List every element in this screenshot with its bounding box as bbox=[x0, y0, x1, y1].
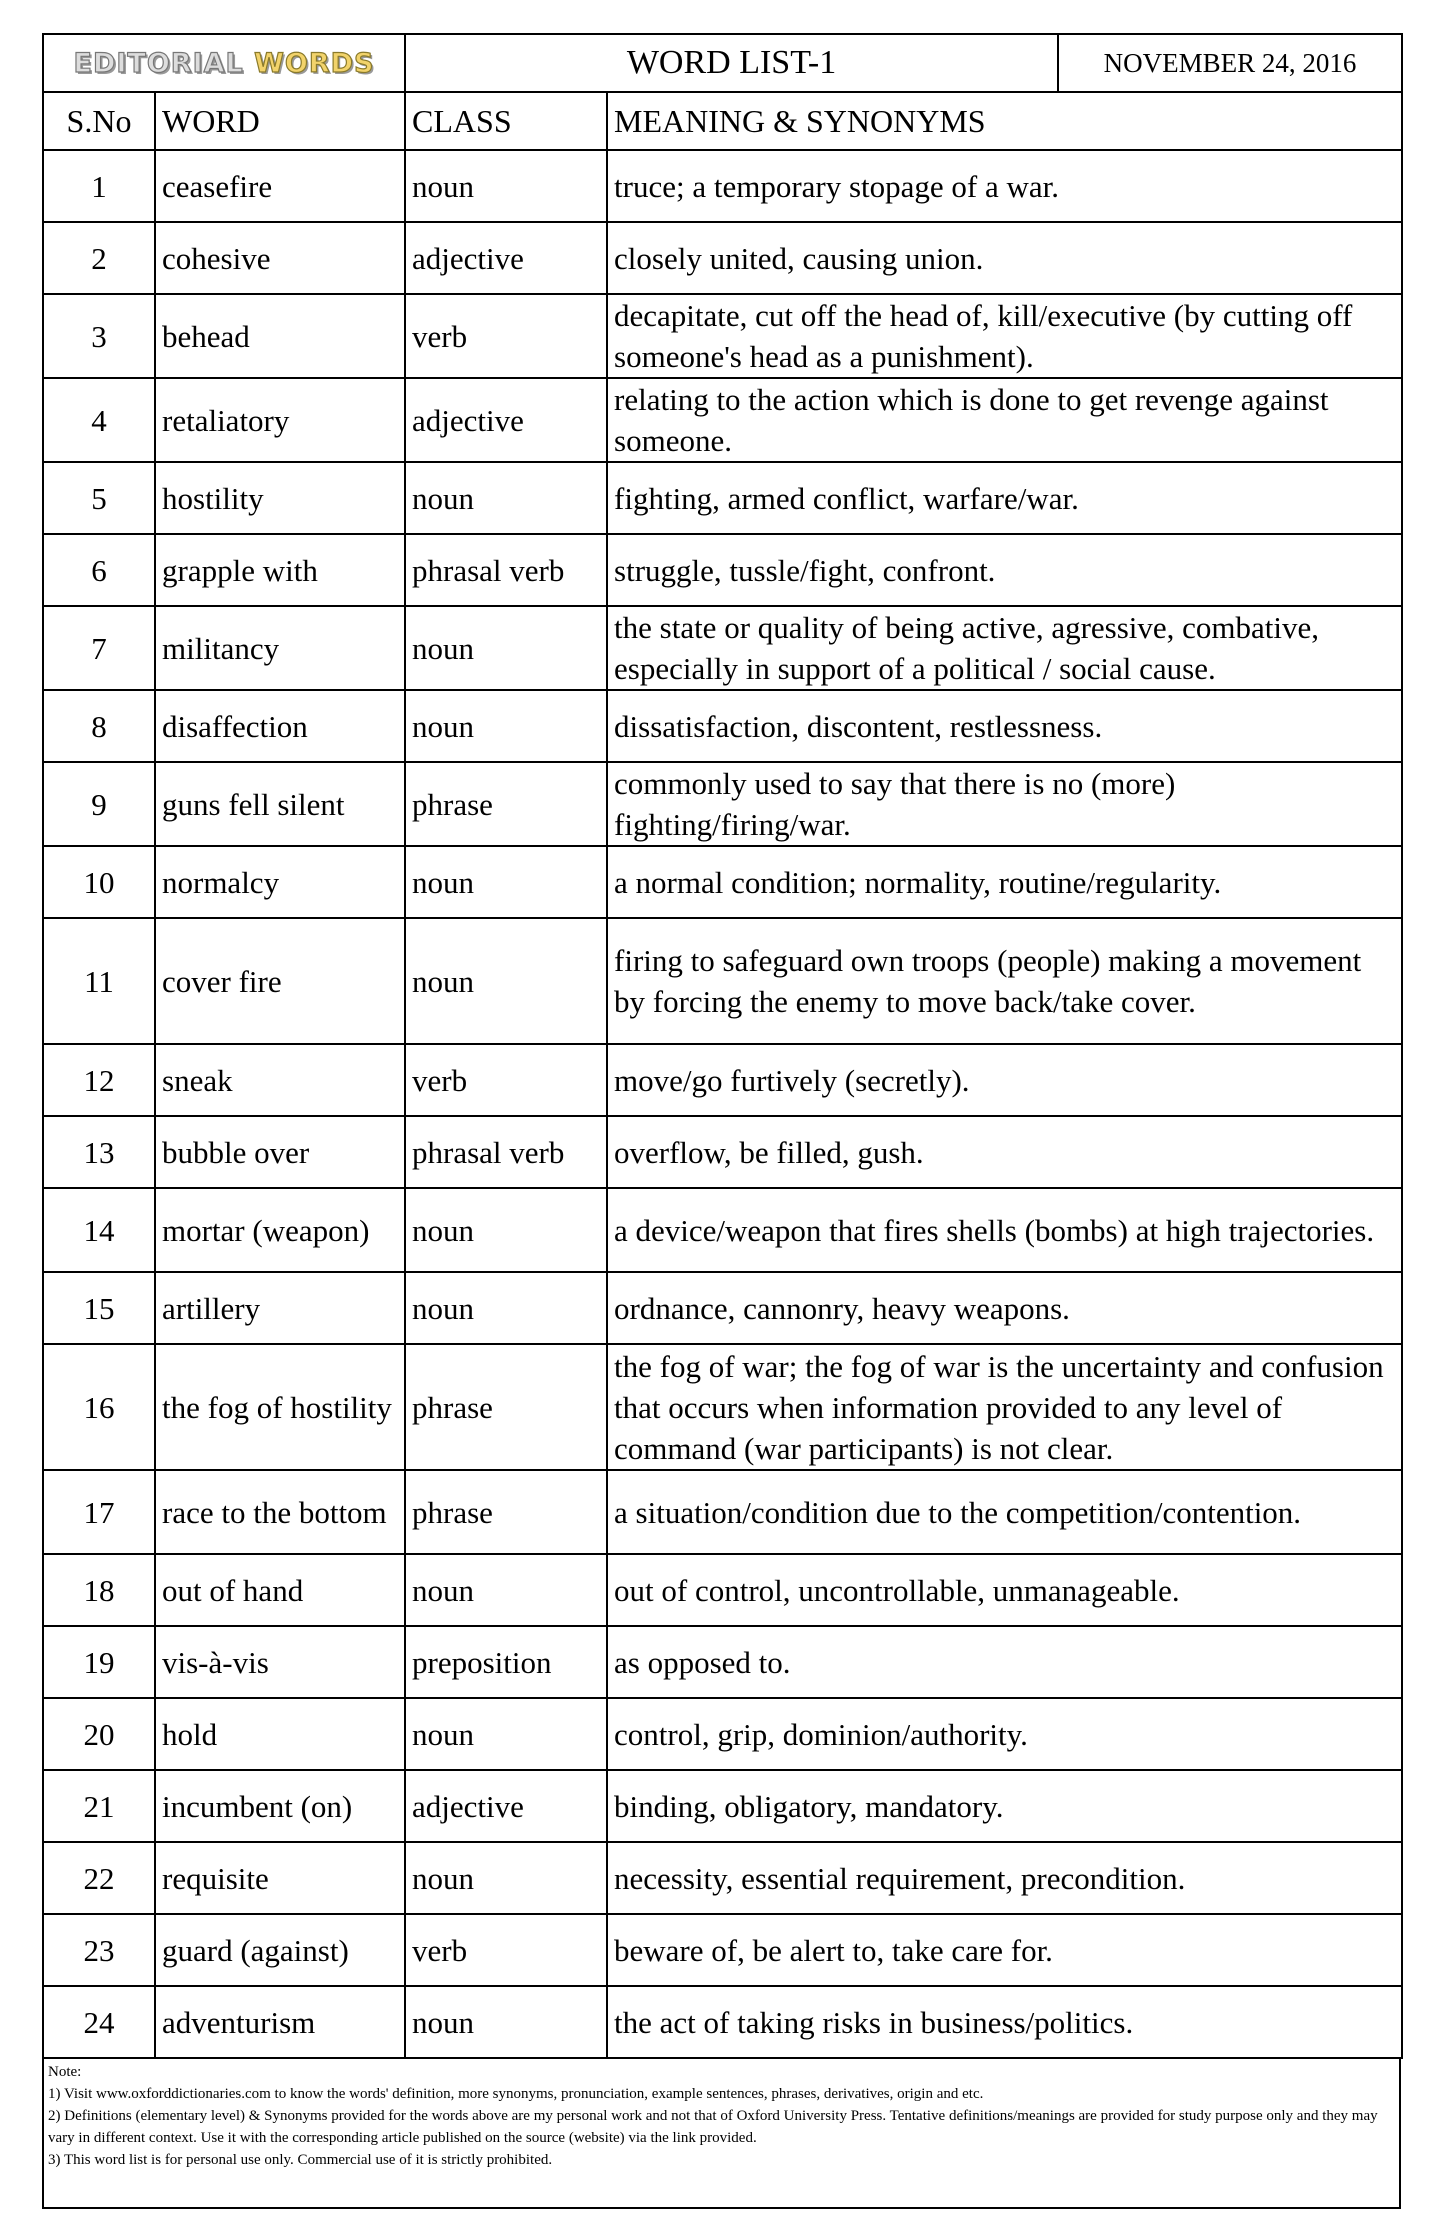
row-word: out of hand bbox=[155, 1554, 405, 1626]
row-sno: 5 bbox=[43, 462, 155, 534]
table-row bbox=[43, 690, 1402, 762]
row-class: noun bbox=[405, 1272, 607, 1344]
table-row bbox=[43, 762, 1402, 846]
row-sno: 21 bbox=[43, 1770, 155, 1842]
row-meaning: beware of, be alert to, take care for. bbox=[607, 1914, 1402, 1986]
table-row bbox=[43, 918, 1402, 1044]
row-meaning: the act of taking risks in business/politics. bbox=[607, 1986, 1402, 2058]
row-sno: 23 bbox=[43, 1914, 155, 1986]
row-word: sneak bbox=[155, 1044, 405, 1116]
logo-part-words: WORDS bbox=[254, 47, 375, 79]
logo-part-editorial: EDITORIAL bbox=[73, 47, 244, 79]
table-row bbox=[43, 1626, 1402, 1698]
row-class: preposition bbox=[405, 1626, 607, 1698]
row-sno: 4 bbox=[43, 378, 155, 462]
row-sno: 1 bbox=[43, 150, 155, 222]
row-meaning: firing to safeguard own troops (people) making a movement by forcing the enemy to move back/take cover. bbox=[607, 918, 1402, 1044]
row-meaning: a situation/condition due to the competition/contention. bbox=[607, 1470, 1402, 1554]
row-class: adjective bbox=[405, 222, 607, 294]
row-class: noun bbox=[405, 1698, 607, 1770]
row-sno: 3 bbox=[43, 294, 155, 378]
word-rows bbox=[43, 150, 1402, 2058]
row-class: phrasal verb bbox=[405, 1116, 607, 1188]
row-word: normalcy bbox=[155, 846, 405, 918]
row-sno: 16 bbox=[43, 1344, 155, 1470]
row-meaning: relating to the action which is done to get revenge against someone. bbox=[607, 378, 1402, 462]
row-sno: 6 bbox=[43, 534, 155, 606]
table-row bbox=[43, 606, 1402, 690]
row-class: phrasal verb bbox=[405, 534, 607, 606]
row-class: phrase bbox=[405, 1470, 607, 1554]
row-meaning: as opposed to. bbox=[607, 1626, 1402, 1698]
table-row bbox=[43, 1914, 1402, 1986]
word-list-table bbox=[42, 33, 1403, 2059]
row-sno: 2 bbox=[43, 222, 155, 294]
row-sno: 18 bbox=[43, 1554, 155, 1626]
row-meaning: closely united, causing union. bbox=[607, 222, 1402, 294]
row-word: hold bbox=[155, 1698, 405, 1770]
row-word: militancy bbox=[155, 606, 405, 690]
row-sno: 20 bbox=[43, 1698, 155, 1770]
col-header-meaning: MEANING & SYNONYMS bbox=[607, 92, 1402, 150]
notes-section bbox=[42, 2059, 1401, 2209]
table-row bbox=[43, 1554, 1402, 1626]
row-class: noun bbox=[405, 690, 607, 762]
row-sno: 17 bbox=[43, 1470, 155, 1554]
table-row bbox=[43, 462, 1402, 534]
row-class: noun bbox=[405, 606, 607, 690]
row-word: cohesive bbox=[155, 222, 405, 294]
table-row bbox=[43, 1698, 1402, 1770]
header-row bbox=[43, 34, 1402, 92]
row-sno: 14 bbox=[43, 1188, 155, 1272]
row-meaning: control, grip, dominion/authority. bbox=[607, 1698, 1402, 1770]
row-sno: 19 bbox=[43, 1626, 155, 1698]
table-row bbox=[43, 1770, 1402, 1842]
row-class: phrase bbox=[405, 1344, 607, 1470]
note-item: 2) Definitions (elementary level) & Synonyms provided for the words above are my personal work and not that of Oxford University Press. Tentative definitions/meanings are provided for study purpose only and they may vary in different context. Use it with the corresponding article published on the source (website) via the link provided. bbox=[48, 2108, 1378, 2146]
row-meaning: ordnance, cannonry, heavy weapons. bbox=[607, 1272, 1402, 1344]
row-word: bubble over bbox=[155, 1116, 405, 1188]
table-row bbox=[43, 1272, 1402, 1344]
row-word: hostility bbox=[155, 462, 405, 534]
table-row bbox=[43, 294, 1402, 378]
row-word: behead bbox=[155, 294, 405, 378]
table-row bbox=[43, 222, 1402, 294]
table-row bbox=[43, 1986, 1402, 2058]
list-title: WORD LIST-1 bbox=[405, 34, 1058, 92]
note-item: 1) Visit www.oxforddictionaries.com to know the words' definition, more synonyms, pronunciation, example sentences, phrases, derivatives, origin and etc. bbox=[48, 2086, 984, 2102]
row-word: race to the bottom bbox=[155, 1470, 405, 1554]
row-sno: 8 bbox=[43, 690, 155, 762]
column-header-row bbox=[43, 92, 1402, 150]
row-sno: 15 bbox=[43, 1272, 155, 1344]
row-sno: 12 bbox=[43, 1044, 155, 1116]
row-word: cover fire bbox=[155, 918, 405, 1044]
row-meaning: dissatisfaction, discontent, restlessness. bbox=[607, 690, 1402, 762]
row-word: retaliatory bbox=[155, 378, 405, 462]
row-word: guard (against) bbox=[155, 1914, 405, 1986]
row-word: artillery bbox=[155, 1272, 405, 1344]
row-class: verb bbox=[405, 1044, 607, 1116]
row-class: noun bbox=[405, 150, 607, 222]
table-row bbox=[43, 1116, 1402, 1188]
row-class: phrase bbox=[405, 762, 607, 846]
row-class: noun bbox=[405, 1554, 607, 1626]
row-class: noun bbox=[405, 846, 607, 918]
row-word: requisite bbox=[155, 1842, 405, 1914]
row-meaning: decapitate, cut off the head of, kill/executive (by cutting off someone's head as a punishment). bbox=[607, 294, 1402, 378]
note-item: 3) This word list is for personal use only. Commercial use of it is strictly prohibited. bbox=[48, 2152, 553, 2168]
row-sno: 11 bbox=[43, 918, 155, 1044]
row-class: noun bbox=[405, 918, 607, 1044]
row-word: incumbent (on) bbox=[155, 1770, 405, 1842]
row-word: adventurism bbox=[155, 1986, 405, 2058]
table-row bbox=[43, 846, 1402, 918]
row-class: noun bbox=[405, 462, 607, 534]
table-row bbox=[43, 534, 1402, 606]
row-sno: 7 bbox=[43, 606, 155, 690]
table-row bbox=[43, 150, 1402, 222]
col-header-word: WORD bbox=[155, 92, 405, 150]
notes-heading: Note: bbox=[48, 2064, 82, 2080]
editorial-words-logo bbox=[43, 34, 405, 92]
table-row bbox=[43, 1044, 1402, 1116]
row-meaning: truce; a temporary stopage of a war. bbox=[607, 150, 1402, 222]
row-meaning: out of control, uncontrollable, unmanageable. bbox=[607, 1554, 1402, 1626]
row-meaning: struggle, tussle/fight, confront. bbox=[607, 534, 1402, 606]
row-meaning: the fog of war; the fog of war is the uncertainty and confusion that occurs when information provided to any level of command (war participants) is not clear. bbox=[607, 1344, 1402, 1470]
word-list-sheet bbox=[42, 33, 1401, 2209]
row-sno: 10 bbox=[43, 846, 155, 918]
row-meaning: overflow, be filled, gush. bbox=[607, 1116, 1402, 1188]
table-row bbox=[43, 378, 1402, 462]
row-class: verb bbox=[405, 294, 607, 378]
row-sno: 9 bbox=[43, 762, 155, 846]
row-word: guns fell silent bbox=[155, 762, 405, 846]
table-row bbox=[43, 1842, 1402, 1914]
row-word: the fog of hostility bbox=[155, 1344, 405, 1470]
row-meaning: fighting, armed conflict, warfare/war. bbox=[607, 462, 1402, 534]
row-meaning: move/go furtively (secretly). bbox=[607, 1044, 1402, 1116]
row-meaning: binding, obligatory, mandatory. bbox=[607, 1770, 1402, 1842]
table-row bbox=[43, 1188, 1402, 1272]
col-header-sno: S.No bbox=[43, 92, 155, 150]
table-row bbox=[43, 1344, 1402, 1470]
row-word: mortar (weapon) bbox=[155, 1188, 405, 1272]
row-meaning: a normal condition; normality, routine/regularity. bbox=[607, 846, 1402, 918]
row-word: disaffection bbox=[155, 690, 405, 762]
row-meaning: necessity, essential requirement, precondition. bbox=[607, 1842, 1402, 1914]
row-sno: 13 bbox=[43, 1116, 155, 1188]
row-meaning: a device/weapon that fires shells (bombs) at high trajectories. bbox=[607, 1188, 1402, 1272]
row-class: noun bbox=[405, 1842, 607, 1914]
row-word: vis-à-vis bbox=[155, 1626, 405, 1698]
row-class: verb bbox=[405, 1914, 607, 1986]
row-class: noun bbox=[405, 1986, 607, 2058]
row-meaning: commonly used to say that there is no (more) fighting/firing/war. bbox=[607, 762, 1402, 846]
row-class: noun bbox=[405, 1188, 607, 1272]
row-word: grapple with bbox=[155, 534, 405, 606]
row-sno: 22 bbox=[43, 1842, 155, 1914]
row-sno: 24 bbox=[43, 1986, 155, 2058]
row-class: adjective bbox=[405, 1770, 607, 1842]
row-meaning: the state or quality of being active, agressive, combative, especially in support of a political / social cause. bbox=[607, 606, 1402, 690]
row-class: adjective bbox=[405, 378, 607, 462]
table-row bbox=[43, 1470, 1402, 1554]
col-header-class: CLASS bbox=[405, 92, 607, 150]
list-date: NOVEMBER 24, 2016 bbox=[1058, 34, 1402, 92]
row-word: ceasefire bbox=[155, 150, 405, 222]
